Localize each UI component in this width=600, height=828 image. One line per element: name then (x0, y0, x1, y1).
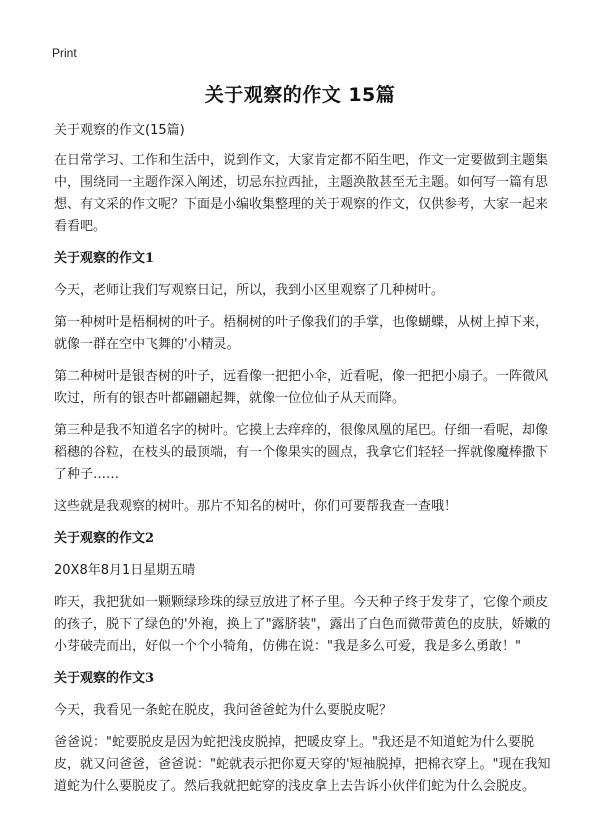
section-heading-3: 关于观察的作文3 (54, 671, 155, 686)
section-heading-2: 关于观察的作文2 (54, 531, 155, 546)
section-2-paragraph-1: 昨天，我把犹如一颗颗绿珍珠的绿豆放进了杯子里。今天种子终于发芽了，它像个顽皮的孩子，脱下了绿色的'外袍，换上了"露脐装"，露出了白色而微带黄色的皮肤，娇嫩的小芽破壳而出，好似一个个小犄角，仿佛在说："我是多么可爱，我是多么勇敢！" (54, 595, 551, 654)
section-3-paragraph-2: 爸爸说："蛇要脱皮是因为蛇把浅皮脱掉，把暖皮穿上。"我还是不知道蛇为什么要脱皮，就又问爸爸，爸爸说："蛇就表示把你夏天穿的'短袖脱掉，把棉衣穿上。"现在我知道蛇为什么要脱皮了。然后我就把蛇穿的浅皮拿上去告诉小伙伴们蛇为什么会脱皮。 (54, 735, 551, 794)
section-2-date: 20X8年8月1日星期五晴 (54, 563, 196, 578)
section-1-paragraph-5: 这些就是我观察的树叶。那片不知名的树叶，你们可要帮我查一查哦！ (54, 499, 458, 514)
section-1-paragraph-2: 第一种树叶是梧桐树的叶子。梧桐树的叶子像我们的手掌，也像蝴蝶，从树上掉下来，就像一群在空中飞舞的'小精灵。 (54, 315, 549, 352)
print-label: Print (52, 46, 77, 60)
section-heading-1: 关于观察的作文1 (54, 251, 155, 266)
page-title: 关于观察的作文 15篇 (204, 84, 396, 106)
document-body (54, 120, 554, 808)
section-3-paragraph-1: 今天，我看见一条蛇在脱皮，我问爸爸蛇为什么要脱皮呢？ (54, 703, 393, 718)
section-1-paragraph-4: 第三种是我不知道名字的树叶。它摸上去痒痒的，很像凤凰的尾巴。仔细一看呢，却像稻穗的谷粒，在枝头的最顶端，有一个像果实的圆点，我拿它们轻轻一挥就像魔棒撒下了种子…… (54, 423, 549, 482)
section-1-paragraph-1: 今天，老师让我们写观察日记，所以，我到小区里观察了几种树叶。 (54, 283, 445, 298)
section-1-paragraph-3: 第二种树叶是银杏树的叶子，远看像一把把小伞，近看呢，像一把把小扇子。一阵微风吹过，所有的银杏叶都翩翩起舞，就像一位位仙子从天而降。 (54, 369, 549, 406)
document-subtitle: 关于观察的作文(15篇) (54, 123, 185, 138)
intro-paragraph: 在日常学习、工作和生活中，说到作文，大家肯定都不陌生吧，作文一定要做到主题集中，围绕同一主题作深入阐述，切忌东拉西扯，主题涣散甚至无主题。如何写一篇有思想、有文采的作文呢？下面是小编收集整理的关于观察的作文，仅供参考，大家一起来看看吧。 (54, 153, 549, 234)
